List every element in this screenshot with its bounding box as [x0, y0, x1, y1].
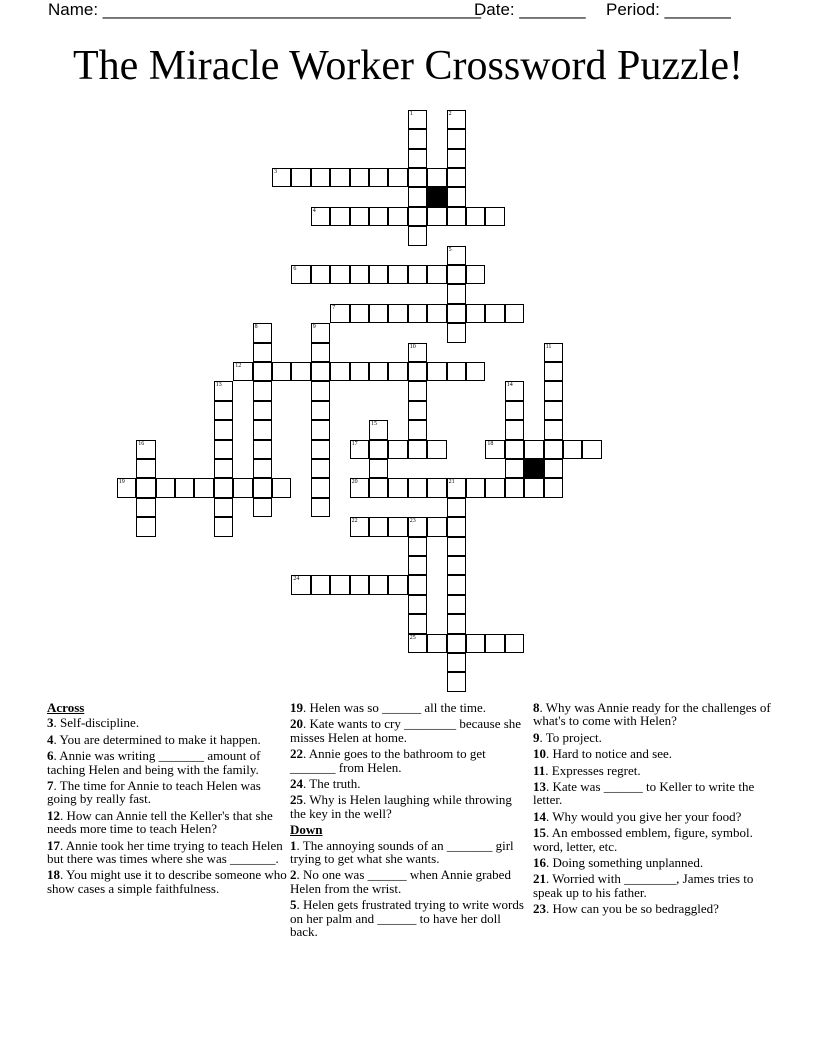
clue-across-20: 20. Kate wants to cry ________ because she misses Helen at home. — [290, 716, 522, 745]
crossword-cell[interactable] — [253, 323, 272, 342]
clue-text: Doing something unplanned. — [552, 855, 704, 871]
clue-across-22: 22. Annie goes to the bathroom to get _______ from Helen. — [290, 746, 486, 775]
clue-text: No one was ______ when Annie grabed Helen from the wrist. — [290, 867, 511, 896]
crossword-cell[interactable] — [427, 517, 446, 536]
crossword-cell[interactable] — [214, 478, 233, 497]
crossword-cell[interactable] — [427, 478, 446, 497]
crossword-cell[interactable] — [447, 246, 466, 265]
cell-number: 19 — [118, 479, 125, 486]
clue-number: 13 — [533, 779, 546, 795]
crossword-cell[interactable] — [369, 362, 388, 381]
crossword-cell[interactable] — [408, 614, 427, 633]
crossword-cell[interactable] — [544, 401, 563, 420]
crossword-cell[interactable] — [408, 207, 427, 226]
clues-column-3 — [533, 701, 773, 919]
clue-number: 8 — [533, 700, 540, 715]
crossword-cell[interactable] — [485, 440, 504, 459]
clue-text: To project. — [545, 729, 602, 745]
crossword-cell[interactable] — [427, 304, 446, 323]
crossword-cell[interactable] — [291, 575, 310, 594]
crossword-cell[interactable] — [408, 575, 427, 594]
crossword-cell[interactable] — [388, 207, 407, 226]
cell-number: 14 — [506, 382, 513, 389]
crossword-cell[interactable] — [388, 304, 407, 323]
cell-number: 7 — [332, 304, 336, 311]
crossword-cell[interactable] — [447, 362, 466, 381]
crossword-cell[interactable] — [350, 478, 369, 497]
clue-text: The time for Annie to teach Helen was going by really fast. — [47, 778, 261, 807]
crossword-cell[interactable] — [311, 168, 330, 187]
crossword-cell[interactable] — [427, 634, 446, 653]
crossword-cell[interactable] — [466, 478, 485, 497]
crossword-cell[interactable] — [136, 459, 155, 478]
clue-number: 15 — [533, 825, 546, 841]
clue-text: Why is Helen laughing while throwing the key in the well? — [290, 792, 512, 821]
crossword-cell[interactable] — [524, 478, 543, 497]
crossword-cell[interactable] — [350, 517, 369, 536]
crossword-cell[interactable] — [253, 381, 272, 400]
clue-across-25: 25. Why is Helen laughing while throwing the key in the well? — [290, 792, 512, 821]
crossword-cell[interactable] — [311, 381, 330, 400]
clue-text: Annie was writing _______ amount of taching Helen and being with the family. — [47, 748, 261, 777]
cell-number: 12 — [235, 363, 242, 369]
crossword-cell[interactable] — [369, 168, 388, 187]
crossword-cell[interactable] — [311, 343, 330, 362]
clue-number: 2 — [290, 867, 297, 883]
crossword-cell[interactable] — [388, 440, 407, 459]
crossword-cell[interactable] — [194, 478, 213, 497]
crossword-cell[interactable] — [408, 401, 427, 420]
crossword-cell[interactable] — [447, 284, 466, 303]
clue-text: You are determined to make it happen. — [59, 731, 261, 747]
clue-text: Worried with ________, James tries to speak up to his father. — [533, 871, 754, 900]
crossword-cell[interactable] — [369, 304, 388, 323]
clue-across-3: 3. Self-discipline. — [47, 715, 140, 731]
crossword-cell[interactable] — [544, 459, 563, 478]
crossword-cell[interactable] — [408, 362, 427, 381]
clue-across-6: 6. Annie was writing _______ amount of taching Helen and being with the family. — [47, 748, 261, 777]
cell-number: 8 — [254, 324, 258, 331]
crossword-cell[interactable] — [544, 362, 563, 381]
crossword-cell[interactable] — [408, 187, 427, 206]
crossword-cell[interactable] — [311, 401, 330, 420]
clue-down-23: 23. How can you be so bedraggled? — [533, 901, 719, 917]
crossword-cell[interactable] — [505, 304, 524, 323]
crossword-cell[interactable] — [253, 459, 272, 478]
crossword-cell[interactable] — [369, 207, 388, 226]
cell-number: 13 — [215, 382, 222, 389]
crossword-cell[interactable] — [447, 110, 466, 129]
clue-text: How can you be so bedraggled? — [552, 901, 719, 917]
crossword-cell[interactable] — [427, 207, 446, 226]
clue-across-12: 12. How can Annie tell the Keller's that she needs more time to teach Helen? — [47, 807, 273, 837]
crossword-cell[interactable] — [272, 168, 291, 187]
crossword-cell[interactable] — [447, 556, 466, 575]
crossword-cell[interactable] — [175, 478, 194, 497]
clue-down-5: 5. Helen gets frustrated trying to write words on her palm and ______ to have her doll back. — [290, 897, 524, 940]
name-label: Name: ________________________________________ — [48, 0, 481, 19]
crossword-cell[interactable] — [447, 265, 466, 284]
clue-number: 16 — [533, 855, 546, 871]
date-label: Date: _______ — [474, 0, 586, 19]
black-cell — [427, 187, 446, 206]
clues-column-2 — [290, 701, 530, 942]
crossword-cell[interactable] — [447, 575, 466, 594]
crossword-cell[interactable] — [427, 362, 446, 381]
crossword-cell[interactable] — [214, 517, 233, 536]
crossword-cell[interactable] — [447, 517, 466, 536]
clue-text: Why was Annie ready for the challenges of what's to come with Helen? — [533, 700, 771, 729]
crossword-cell[interactable] — [408, 420, 427, 439]
crossword-cell[interactable] — [253, 362, 272, 381]
crossword-cell[interactable] — [447, 498, 466, 517]
crossword-cell[interactable] — [544, 420, 563, 439]
crossword-cell[interactable] — [447, 478, 466, 497]
crossword-cell[interactable] — [330, 265, 349, 284]
clues-column-1 — [47, 701, 287, 898]
page-title: The Miracle Worker Crossword Puzzle! — [73, 43, 743, 89]
cell-number: 22 — [351, 518, 358, 525]
crossword-cell[interactable] — [505, 634, 524, 653]
clue-text: Expresses regret. — [551, 762, 641, 778]
clue-text: Self-discipline. — [60, 715, 140, 731]
crossword-cell[interactable] — [350, 575, 369, 594]
crossword-cell[interactable] — [505, 459, 524, 478]
crossword-cell[interactable] — [311, 478, 330, 497]
crossword-cell[interactable] — [311, 362, 330, 381]
crossword-cell[interactable] — [408, 168, 427, 187]
crossword-cell[interactable] — [253, 343, 272, 362]
crossword-cell[interactable] — [388, 517, 407, 536]
crossword-cell[interactable] — [214, 401, 233, 420]
crossword-cell[interactable] — [447, 634, 466, 653]
clue-text: Annie took her time trying to teach Helen but there was times where she was _______. — [47, 837, 283, 867]
crossword-cell[interactable] — [350, 265, 369, 284]
crossword-cell[interactable] — [582, 440, 601, 459]
crossword-cell[interactable] — [408, 265, 427, 284]
clue-number: 18 — [47, 867, 60, 883]
crossword-cell[interactable] — [136, 498, 155, 517]
crossword-cell[interactable] — [214, 420, 233, 439]
crossword-cell[interactable] — [544, 440, 563, 459]
across-heading: Across — [47, 700, 85, 715]
clue-text: Kate was ______ to Keller to write the letter. — [533, 779, 755, 808]
clue-across-19: 19. Helen was so ______ all the time. — [290, 700, 487, 715]
crossword-cell[interactable] — [350, 440, 369, 459]
cell-number: 3 — [274, 169, 277, 175]
crossword-cell[interactable] — [253, 401, 272, 420]
crossword-cell[interactable] — [447, 207, 466, 226]
crossword-cell[interactable] — [330, 207, 349, 226]
crossword-cell[interactable] — [272, 478, 291, 497]
crossword-cell[interactable] — [369, 420, 388, 439]
crossword-cell[interactable] — [408, 381, 427, 400]
clue-number: 4 — [47, 731, 54, 747]
clue-number: 3 — [47, 715, 54, 731]
cell-number: 24 — [293, 576, 300, 583]
clue-number: 12 — [47, 807, 60, 823]
crossword-cell[interactable] — [117, 478, 136, 497]
crossword-cell[interactable] — [136, 478, 155, 497]
down-heading: Down — [290, 822, 323, 838]
crossword-cell[interactable] — [408, 129, 427, 148]
crossword-cell[interactable] — [427, 168, 446, 187]
crossword-cell[interactable] — [505, 440, 524, 459]
cell-number: 17 — [351, 440, 358, 447]
crossword-cell[interactable] — [408, 440, 427, 459]
clue-text: You might use it to describe someone who show cases a simple faithfulness. — [47, 867, 287, 896]
crossword-cell[interactable] — [447, 323, 466, 342]
clue-number: 14 — [533, 808, 546, 824]
clue-text: How can Annie tell the Keller's that she needs more time to teach Helen? — [47, 807, 273, 837]
cell-number: 9 — [312, 324, 316, 331]
clue-text: The truth. — [309, 776, 361, 792]
cell-number: 20 — [351, 479, 358, 486]
crossword-cell[interactable] — [272, 362, 291, 381]
crossword-cell[interactable] — [408, 110, 427, 129]
crossword-cell[interactable] — [311, 459, 330, 478]
clue-down-8: 8. Why was Annie ready for the challenges of what's to come with Helen? — [533, 700, 771, 729]
clue-across-18: 18. You might use it to describe someone who show cases a simple faithfulness. — [47, 867, 287, 896]
crossword-cell[interactable] — [214, 459, 233, 478]
crossword-cell[interactable] — [408, 304, 427, 323]
crossword-cell[interactable] — [466, 207, 485, 226]
crossword-cell[interactable] — [330, 362, 349, 381]
clue-number: 10 — [533, 746, 546, 762]
crossword-cell[interactable] — [311, 265, 330, 284]
crossword-cell[interactable] — [447, 187, 466, 206]
clue-number: 25 — [290, 792, 303, 808]
crossword-cell[interactable] — [233, 478, 252, 497]
cell-number: 1 — [409, 110, 413, 117]
crossword-cell[interactable] — [447, 149, 466, 168]
clue-down-11: 11. Expresses regret. — [533, 762, 641, 778]
crossword-cell[interactable] — [408, 343, 427, 362]
crossword-cell[interactable] — [330, 304, 349, 323]
clue-number: 17 — [47, 837, 60, 853]
crossword-cell[interactable] — [466, 265, 485, 284]
crossword-cell[interactable] — [291, 362, 310, 381]
crossword-cell[interactable] — [447, 595, 466, 614]
crossword-cell[interactable] — [447, 304, 466, 323]
clue-number: 7 — [47, 778, 54, 794]
cell-number: 11 — [545, 343, 552, 350]
crossword-cell[interactable] — [485, 478, 504, 497]
crossword-cell[interactable] — [311, 323, 330, 342]
crossword-cell[interactable] — [369, 459, 388, 478]
clue-down-15: 15. An embossed emblem, figure, symbol. word, letter, etc. — [533, 825, 753, 854]
black-cell — [524, 459, 543, 478]
crossword-cell[interactable] — [311, 575, 330, 594]
clue-text: Hard to notice and see. — [552, 746, 672, 762]
clue-down-16: 16. Doing something unplanned. — [533, 855, 704, 871]
crossword-cell[interactable] — [233, 362, 252, 381]
clue-number: 19 — [290, 700, 303, 715]
clue-number: 24 — [290, 776, 303, 792]
crossword-cell[interactable] — [388, 265, 407, 284]
clue-across-24: 24. The truth. — [290, 776, 361, 792]
crossword-cell[interactable] — [214, 498, 233, 517]
period-label: Period: _______ — [606, 0, 731, 19]
clue-down-9: 9. To project. — [533, 729, 602, 745]
crossword-cell[interactable] — [388, 168, 407, 187]
crossword-cell[interactable] — [408, 478, 427, 497]
cell-number: 5 — [448, 246, 452, 253]
clue-text: Kate wants to cry ________ because she misses Helen at home. — [290, 716, 522, 745]
crossword-cell[interactable] — [311, 440, 330, 459]
crossword-cell[interactable] — [447, 537, 466, 556]
clue-across-7: 7. The time for Annie to teach Helen was going by really fast. — [47, 778, 261, 807]
crossword-cell[interactable] — [408, 537, 427, 556]
crossword-cell[interactable] — [388, 362, 407, 381]
clue-text: Annie goes to the bathroom to get _______ from Helen. — [290, 746, 486, 775]
crossword-cell[interactable] — [369, 517, 388, 536]
cell-number: 15 — [371, 421, 377, 428]
crossword-cell[interactable] — [505, 401, 524, 420]
crossword-cell[interactable] — [253, 440, 272, 459]
clue-number: 22 — [290, 746, 303, 762]
clue-down-21: 21. Worried with ________, James tries to speak up to his father. — [533, 871, 754, 900]
crossword-cell[interactable] — [485, 634, 504, 653]
clue-down-14: 14. Why would you give her your food? — [533, 808, 742, 824]
clue-number: 9 — [533, 729, 540, 745]
crossword-cell[interactable] — [136, 440, 155, 459]
crossword-cell[interactable] — [156, 478, 175, 497]
crossword-cell[interactable] — [447, 672, 466, 691]
clue-text: An embossed emblem, figure, symbol. word, letter, etc. — [533, 825, 753, 854]
crossword-cell[interactable] — [311, 498, 330, 517]
crossword-cell[interactable] — [563, 440, 582, 459]
cell-number: 25 — [409, 634, 416, 641]
crossword-cell[interactable] — [466, 362, 485, 381]
clue-down-13: 13. Kate was ______ to Keller to write the letter. — [533, 779, 755, 808]
crossword-cell[interactable] — [544, 478, 563, 497]
cell-number: 2 — [448, 110, 452, 117]
crossword-cell[interactable] — [524, 440, 543, 459]
crossword-cell[interactable] — [427, 440, 446, 459]
crossword-cell[interactable] — [466, 634, 485, 653]
clue-down-2: 2. No one was ______ when Annie grabed Helen from the wrist. — [290, 867, 511, 896]
clue-across-4: 4. You are determined to make it happen. — [47, 731, 261, 747]
clue-number: 23 — [533, 901, 546, 917]
crossword-cell[interactable] — [408, 149, 427, 168]
cell-number: 18 — [487, 440, 494, 447]
crossword-cell[interactable] — [369, 440, 388, 459]
clue-text: Why would you give her your food? — [552, 808, 742, 824]
clue-down-10: 10. Hard to notice and see. — [533, 746, 672, 762]
clue-number: 5 — [290, 897, 297, 913]
crossword-cell[interactable] — [447, 168, 466, 187]
crossword-cell[interactable] — [544, 343, 563, 362]
clue-number: 11 — [533, 762, 546, 778]
crossword-cell[interactable] — [485, 304, 504, 323]
clue-across-17: 17. Annie took her time trying to teach Helen but there was times where she was _______. — [47, 837, 283, 867]
crossword-cell[interactable] — [447, 614, 466, 633]
crossword-cell[interactable] — [485, 207, 504, 226]
crossword-cell[interactable] — [330, 168, 349, 187]
crossword-cell[interactable] — [291, 265, 310, 284]
crossword-cell[interactable] — [466, 304, 485, 323]
crossword-cell[interactable] — [505, 381, 524, 400]
crossword-cell[interactable] — [408, 226, 427, 245]
crossword-cell[interactable] — [253, 478, 272, 497]
crossword-cell[interactable] — [369, 575, 388, 594]
clue-text: Helen was so ______ all the time. — [309, 700, 487, 715]
crossword-cell[interactable] — [350, 304, 369, 323]
crossword-cell[interactable] — [408, 556, 427, 575]
crossword-cell[interactable] — [311, 420, 330, 439]
crossword-cell[interactable] — [427, 265, 446, 284]
crossword-cell[interactable] — [447, 653, 466, 672]
crossword-cell[interactable] — [253, 498, 272, 517]
crossword-cell[interactable] — [388, 575, 407, 594]
clue-number: 1 — [290, 837, 297, 853]
crossword-cell[interactable] — [408, 634, 427, 653]
crossword-cell[interactable] — [369, 478, 388, 497]
crossword-cell[interactable] — [408, 517, 427, 536]
crossword-cell[interactable] — [214, 381, 233, 400]
crossword-cell[interactable] — [350, 168, 369, 187]
clue-number: 21 — [533, 871, 546, 887]
cell-number: 10 — [409, 343, 416, 350]
crossword-cell[interactable] — [408, 595, 427, 614]
crossword-cell[interactable] — [447, 129, 466, 148]
cell-number: 21 — [448, 479, 455, 486]
clue-down-1: 1. The annoying sounds of an _______ girl trying to get what she wants. — [290, 837, 514, 867]
clue-text: The annoying sounds of an _______ girl trying to get what she wants. — [290, 837, 514, 867]
crossword-cell[interactable] — [505, 420, 524, 439]
crossword-cell[interactable] — [136, 517, 155, 536]
crossword-cell[interactable] — [350, 207, 369, 226]
cell-number: 16 — [138, 440, 145, 447]
crossword-cell[interactable] — [350, 362, 369, 381]
clue-text: Helen gets frustrated trying to write words on her palm and ______ to have her doll back. — [290, 897, 524, 940]
cell-number: 23 — [409, 518, 416, 525]
clue-number: 6 — [47, 748, 54, 764]
crossword-cell[interactable] — [330, 575, 349, 594]
crossword-cell[interactable] — [505, 478, 524, 497]
crossword-cell[interactable] — [291, 168, 310, 187]
crossword-cell[interactable] — [214, 440, 233, 459]
crossword-cell[interactable] — [369, 265, 388, 284]
cell-number: 4 — [312, 207, 316, 214]
crossword-cell[interactable] — [311, 207, 330, 226]
crossword-cell[interactable] — [253, 420, 272, 439]
crossword-cell[interactable] — [544, 381, 563, 400]
clue-number: 20 — [290, 716, 303, 732]
cell-number: 6 — [293, 266, 297, 272]
crossword-cell[interactable] — [388, 478, 407, 497]
